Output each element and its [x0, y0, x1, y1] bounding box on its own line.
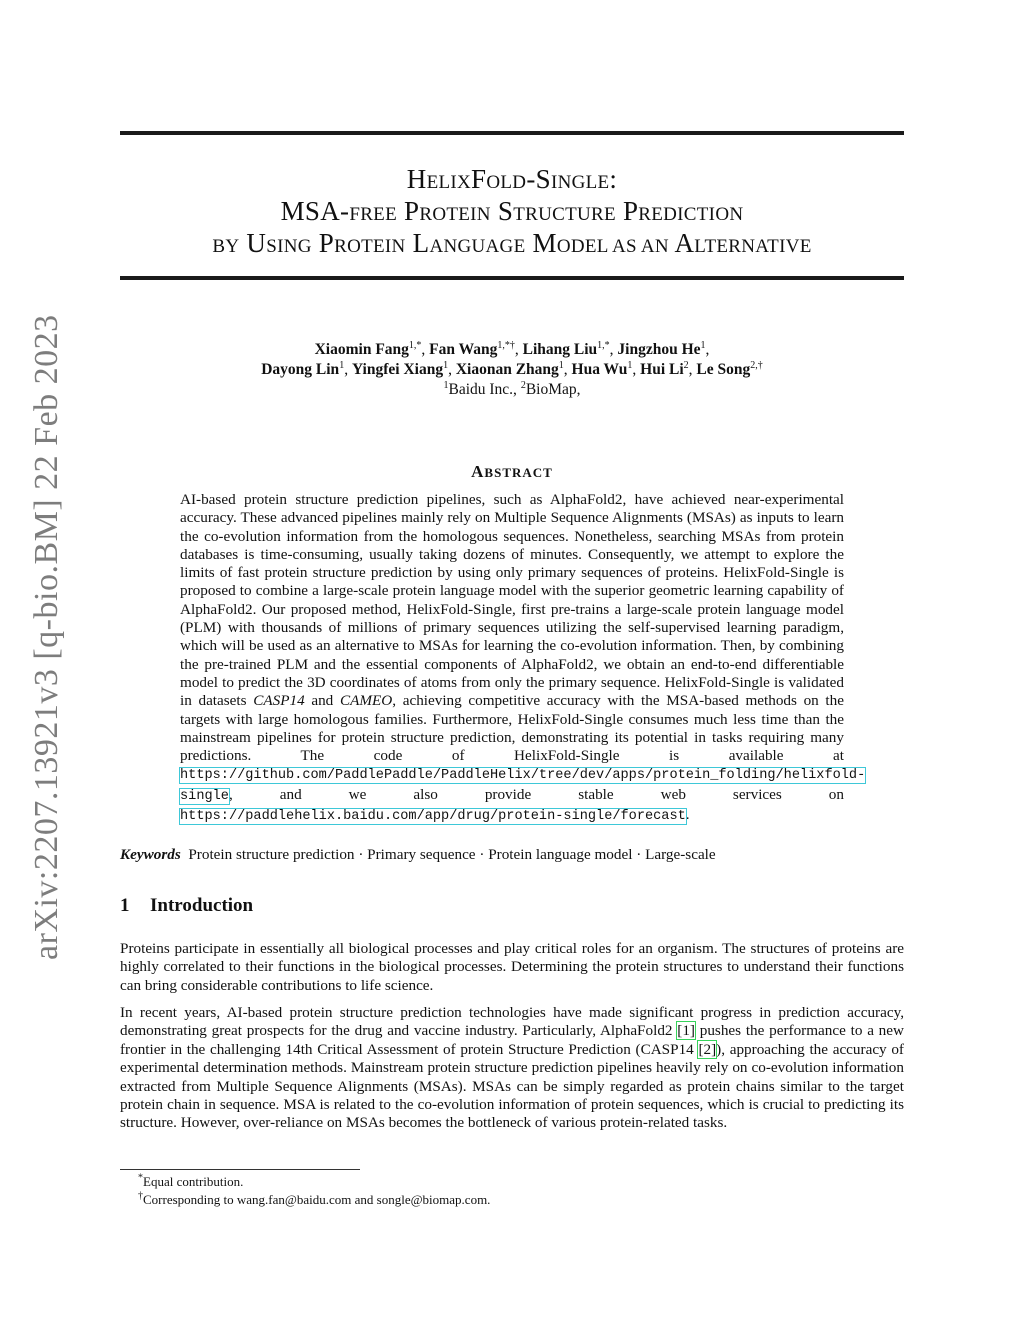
title-line-2: MSA-FREE PROTEIN STRUCTURE PREDICTION: [280, 196, 744, 226]
keywords-list: Protein structure prediction · Primary sequence · Protein language model · Large-scale: [188, 846, 716, 863]
web-service-link[interactable]: https://paddlehelix.baidu.com/app/drug/protein-single/forecast: [180, 809, 686, 825]
title-line-3: BY USING PROTEIN LANGUAGE MODEL AS AN ALTERNATIVE: [212, 228, 812, 258]
author-name: Lihang Liu: [522, 341, 598, 358]
keywords: [120, 846, 904, 864]
author-name: Le Song: [696, 361, 751, 378]
author-name: Dayong Lin: [261, 361, 340, 378]
author-name: Hua Wu: [571, 361, 628, 378]
author-name: Jingzhou He: [617, 341, 701, 358]
abstract-body: AI-based protein structure prediction pipelines, such as AlphaFold2, have achieved near-experimental accuracy. These advanced pipelines mainly rely on Multiple Sequence Alignments (MSAs) as inputs to learn the co-evolution information from the homologous sequences. Nonetheless, searching MSAs from protein databases is time-consuming, usually taking dozens of minutes. Consequently, we attempt to explore the limits of fast protein structure prediction by using only primary sequences of proteins. HelixFold-Single is proposed to combine a large-scale protein language model with the superior geometric learning capability of AlphaFold2. Our proposed method, HelixFold-Single, first pre-trains a large-scale protein language model (PLM) with thousands of millions of primary sequences utilizing the self-supervised learning paradigm, which will be used as an alternative to MSAs for learning the co-evolution information. Then, by combining the pre-trained PLM and the essential components of AlphaFold2, we obtain an end-to-end differentiable model to predict the 3D coordinates of atoms from only the primary sequence. HelixFold-Single is validated in datasets CASP14 and CAMEO, achieving competitive accuracy with the MSA-based methods on the targets with large homologous families. Furthermore, HelixFold-Single consumes much less time than the mainstream pipelines for protein structure prediction, demonstrating its potential in tasks requiring many predictions. The code of HelixFold-Single is available at https://github.com/PaddlePaddle/PaddleHelix/tree/dev/apps/protein_folding/helixfold-single, and we also provide stable web services on https://paddlehelix.baidu.com/app/drug/protein-single/forecast.: [180, 491, 866, 825]
github-code-link[interactable]: https://github.com/PaddlePaddle/PaddleHelix/tree/dev/apps/protein_folding/helixfold-single: [180, 768, 866, 804]
title-top-rule: [120, 131, 904, 135]
section-heading-introduction: 1 Introduction: [120, 895, 254, 916]
author-name: Hui Li: [640, 361, 684, 378]
author-line-1: Xiaomin Fang$^{1,*}$, Fan Wang$^{1,*\dagger}$, Lihang Liu$^{1,*}$, Jingzhou He$^1$,: [314, 339, 710, 358]
arxiv-identifier-stamp: arXiv:2207.13921v3 [q-bio.BM] 22 Feb 2023: [28, 314, 65, 960]
footnote-rule: [120, 1169, 360, 1170]
abstract-heading: ABSTRACT: [471, 462, 553, 481]
footnote-equal-contribution: *Equal contribution.: [138, 1172, 244, 1189]
author-line-2: Dayong Lin$^1$, Yingfei Xiang$^1$, Xiaonan Zhang$^1$, Hua Wu$^1$, Hui Li$^2$, Le Song$^{2,\dagger}$: [261, 359, 763, 378]
author-name: Yingfei Xiang: [351, 361, 444, 378]
citation-link[interactable]: [2]: [698, 1040, 717, 1058]
author-name: Xiaomin Fang: [314, 341, 409, 358]
footnote-corresponding: †Corresponding to wang.fan@baidu.com and songle@biomap.com.: [138, 1190, 491, 1207]
affiliations: $^1$Baidu Inc., $^2$BioMap,: [443, 379, 581, 398]
intro-paragraph-2: In recent years, AI-based protein structure prediction technologies have made significant progress in prediction accuracy, demonstrating great prospects for the drug and vaccine industry. Particularly, AlphaFold2 [1] pushes the performance to a new frontier in the challenging 14th Critical Assessment of protein Structure Prediction (CASP14 [2]), approaching the accuracy of experimental determination methods. Mainstream protein structure prediction pipelines heavily rely on co-evolution information extracted from Multiple Sequence Alignments (MSAs). MSAs can be simply regarded as protein chains similar to the target protein chain in sequence. MSA is related to the co-evolution information of protein sequences, which is crucial to predicting its structure. However, over-reliance on MSAs becomes the bottleneck of various protein-related tasks.: [120, 1004, 904, 1132]
title-bottom-rule: [120, 276, 904, 280]
intro-paragraph-1: Proteins participate in essentially all biological processes and play critical roles for an organism. The structures of proteins are highly correlated to their functions in the biological processes. Determining the protein structures to understand their functions can bring considerable contributions to life science.: [120, 940, 904, 994]
citation-link[interactable]: [1]: [677, 1022, 695, 1040]
keywords-label: Keywords: [120, 846, 181, 863]
title-line-1: HELIXFOLD-SINGLE:: [406, 164, 618, 194]
author-name: Xiaonan Zhang: [455, 361, 559, 378]
author-name: Fan Wang: [429, 341, 498, 358]
